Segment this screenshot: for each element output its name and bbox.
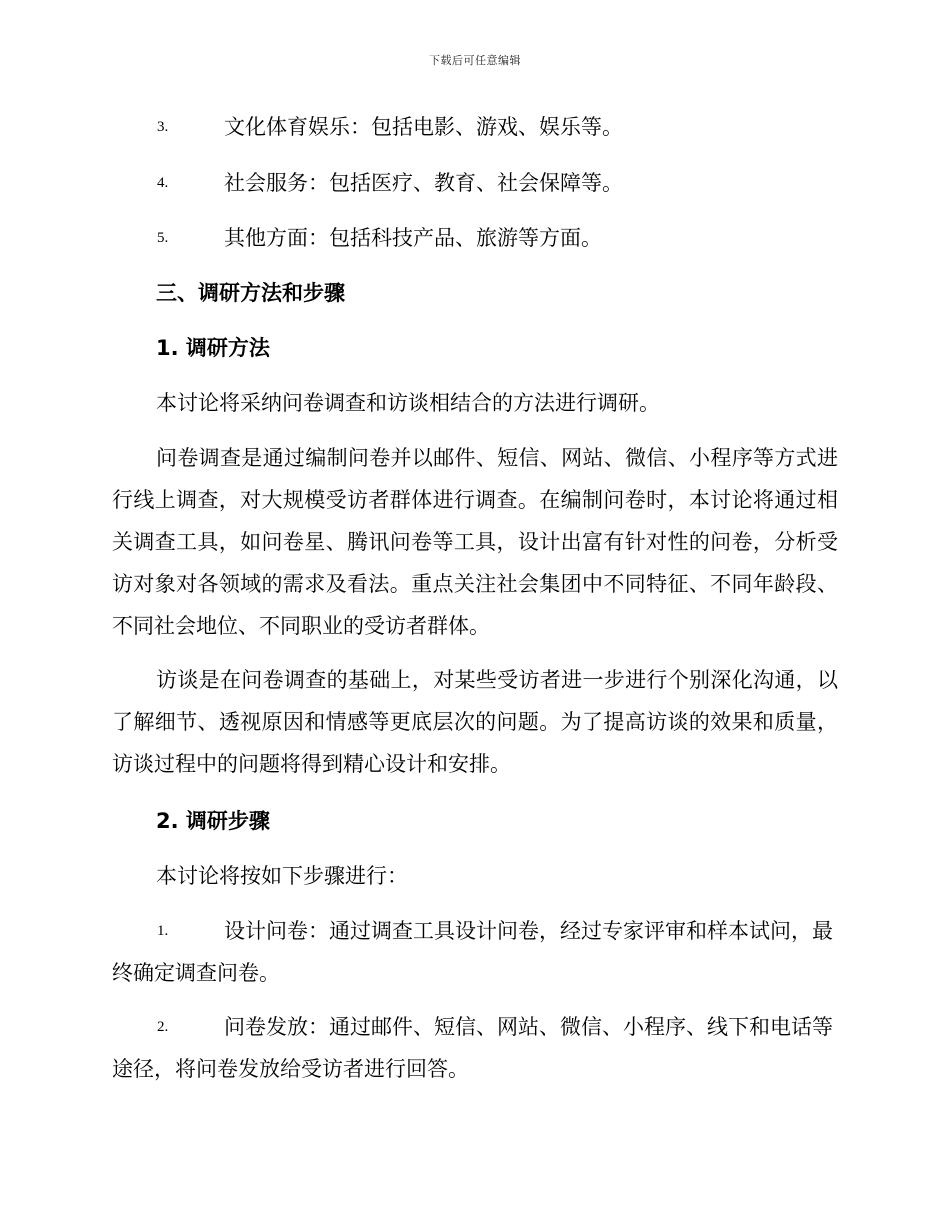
list-item [112, 217, 838, 259]
list-item-text: 社会服务：包括医疗、教育、社会保障等。 [224, 171, 623, 195]
list-item-number: 3. [157, 119, 169, 135]
subsection-heading-steps: 2. 调研步骤 [156, 809, 270, 833]
list-item-text: 其他方面：包括科技产品、旅游等方面。 [224, 226, 602, 250]
step-number: 2. [157, 1019, 169, 1035]
list-item-text: 文化体育娱乐：包括电影、游戏、娱乐等。 [224, 115, 623, 139]
list-item-number: 5. [157, 230, 169, 246]
list-item [112, 162, 838, 204]
step-item [112, 910, 838, 994]
header-note: 下载后可任意编辑 [429, 54, 521, 67]
subsection-heading-method: 1. 调研方法 [156, 336, 270, 360]
step-item [112, 1006, 838, 1090]
step-number: 1. [157, 923, 169, 939]
step-text: 问卷发放：通过邮件、短信、网站、微信、小程序、线下和电话等途径，将问卷发放给受访者进行回答。 [112, 1015, 833, 1081]
section-title: 三、调研方法和步骤 [156, 281, 345, 305]
paragraph-steps-intro: 本讨论将按如下步骤进行： [156, 864, 408, 888]
paragraph-method-intro: 本讨论将采纳问卷调查和访谈相结合的方法进行调研。 [156, 391, 660, 415]
step-text: 设计问卷：通过调查工具设计问卷，经过专家评审和样本试问，最终确定调查问卷。 [112, 919, 833, 985]
paragraph-questionnaire: 问卷调查是通过编制问卷并以邮件、短信、网站、微信、小程序等方式进行线上调查，对大规模受访者群体进行调查。在编制问卷时，本讨论将通过相关调查工具，如问卷星、腾讯问卷等工具，设计出富有针对性的问卷，分析受访对象对各领域的需求及看法。重点关注社会集团中不同特征、不同年龄段、不同社会地位、不同职业的受访者群体。 [112, 446, 838, 638]
list-item [112, 106, 838, 148]
paragraph-interview: 访谈是在问卷调查的基础上，对某些受访者进一步进行个别深化沟通，以了解细节、透视原因和情感等更底层次的问题。为了提高访谈的效果和质量，访谈过程中的问题将得到精心设计和安排。 [112, 668, 838, 776]
list-item-number: 4. [157, 175, 169, 191]
